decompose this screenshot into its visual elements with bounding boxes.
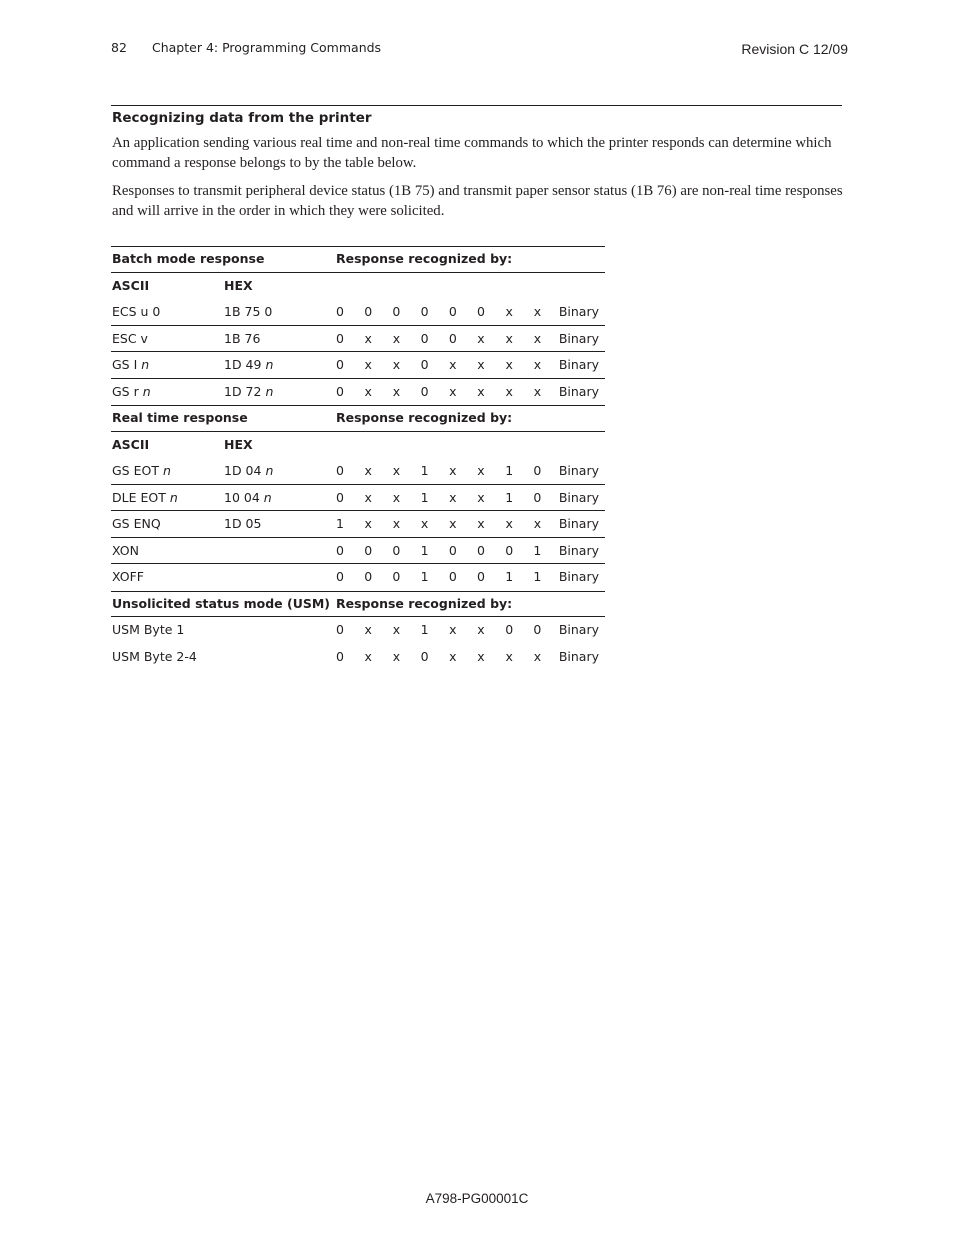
- format-label: Binary: [558, 304, 599, 319]
- bit-value: x: [364, 330, 372, 346]
- bit-value: 0: [336, 330, 344, 346]
- bit-value: 1: [420, 463, 429, 478]
- bit-value: 0: [533, 489, 542, 505]
- bit-value: 0: [477, 569, 485, 584]
- bit-value: x: [449, 463, 457, 478]
- hex-code: [224, 352, 273, 379]
- bit-value: 0: [336, 648, 344, 664]
- format-label: Binary: [558, 330, 599, 346]
- ascii-command-text: GS EOT: [112, 463, 159, 478]
- hex-code-text: 1D 72: [224, 383, 262, 399]
- hex-code-text: 1D 04: [224, 463, 262, 478]
- bit-value: 0: [420, 330, 429, 346]
- ascii-command-text: USM Byte 1: [112, 622, 185, 637]
- bit-value: 0: [392, 542, 401, 558]
- bit-value: 1: [533, 542, 542, 558]
- format-label: Binary: [558, 648, 599, 664]
- format-label: Binary: [558, 569, 599, 584]
- hex-code: [224, 458, 273, 485]
- hex-param: n: [265, 357, 274, 372]
- bit-value: 1: [505, 489, 514, 505]
- bit-value: 0: [533, 463, 542, 478]
- bit-value: 0: [448, 542, 457, 558]
- bit-value: x: [505, 357, 513, 372]
- hex-code: [224, 511, 261, 538]
- ascii-command: [112, 299, 160, 326]
- ascii-param: n: [169, 489, 178, 505]
- response-recognized-label: Response recognized by:: [336, 410, 513, 425]
- bit-value: 0: [420, 304, 429, 319]
- table-row: [111, 326, 605, 353]
- bit-value: x: [392, 357, 401, 372]
- response-recognized-label: Response recognized by:: [336, 251, 513, 266]
- table-row: [111, 379, 605, 406]
- paragraph-status-responses: Responses to transmit peripheral device status (1B 75) and transmit paper sensor status (1B 76) are non-real time responses and will arrive in the order in which they were solicited.: [112, 183, 843, 219]
- bit-value: x: [477, 383, 485, 399]
- bit-value: 0: [336, 622, 344, 637]
- bit-value: x: [364, 648, 372, 664]
- ascii-command: [112, 458, 171, 485]
- column-header-ascii: ASCII: [112, 436, 150, 452]
- bit-value: 1: [533, 569, 542, 584]
- bit-value: x: [477, 489, 485, 505]
- bit-value: x: [392, 622, 401, 637]
- ascii-command-text: GS ENQ: [112, 516, 161, 531]
- format-label: Binary: [558, 622, 599, 637]
- ascii-command: [112, 485, 178, 512]
- hex-code: [224, 485, 272, 512]
- ascii-command: [112, 644, 197, 671]
- bit-value: x: [477, 648, 485, 664]
- group-header-row: [111, 591, 605, 618]
- bit-value: x: [505, 383, 513, 399]
- ascii-param: n: [141, 357, 150, 372]
- format-label: Binary: [558, 357, 599, 372]
- bit-value: x: [533, 383, 542, 399]
- ascii-command: [112, 538, 139, 565]
- bit-value: x: [533, 648, 542, 664]
- bit-value: x: [449, 648, 457, 664]
- bit-value: x: [364, 622, 372, 637]
- bit-value: x: [477, 330, 485, 346]
- bit-value: 0: [420, 648, 429, 664]
- paragraph-intro: An application sending various real time and non-real time commands to which the printer responds can determine which command a response belongs to by the table below.: [112, 135, 832, 171]
- bit-value: 0: [533, 622, 542, 637]
- bit-value: x: [505, 304, 513, 319]
- bit-value: x: [364, 463, 372, 478]
- bit-value: x: [533, 357, 542, 372]
- bit-value: x: [449, 383, 457, 399]
- ascii-command: [112, 564, 144, 591]
- hex-param: n: [265, 463, 274, 478]
- bit-value: x: [505, 648, 513, 664]
- ascii-command: [112, 617, 184, 644]
- section-rule: [111, 105, 842, 106]
- bit-value: x: [449, 357, 457, 372]
- bit-value: x: [392, 330, 401, 346]
- bit-value: 1: [336, 516, 344, 531]
- bit-value: 0: [336, 304, 344, 319]
- ascii-command-text: XON: [112, 542, 139, 558]
- ascii-command-text: USM Byte 2-4: [112, 648, 197, 664]
- ascii-command-text: ESC v: [112, 330, 148, 346]
- bit-value: 0: [336, 463, 344, 478]
- bit-value: x: [449, 622, 457, 637]
- hex-code: [224, 326, 260, 353]
- group-title: Real time response: [112, 410, 248, 425]
- group-header-row: [111, 405, 605, 432]
- hex-code-text: 1D 05: [224, 516, 262, 531]
- group-header-row: [111, 246, 605, 273]
- bit-value: x: [392, 648, 401, 664]
- table-row: [111, 352, 605, 379]
- bit-value: x: [477, 516, 485, 531]
- bit-value: x: [392, 463, 401, 478]
- page-number: 82: [111, 40, 127, 55]
- bit-value: x: [420, 516, 429, 531]
- bit-value: 0: [477, 542, 485, 558]
- table-row: [111, 511, 605, 538]
- bit-value: x: [477, 357, 485, 372]
- bit-value: x: [505, 330, 513, 346]
- hex-code-text: 10 04: [224, 489, 260, 505]
- ascii-command-text: GS I: [112, 357, 138, 372]
- bit-value: 0: [336, 489, 344, 505]
- bit-value: 0: [364, 569, 373, 584]
- ascii-command: [112, 352, 149, 379]
- chapter-title: Chapter 4: Programming Commands: [152, 40, 382, 55]
- response-recognized-label: Response recognized by:: [336, 595, 513, 611]
- bit-value: 0: [336, 383, 344, 399]
- ascii-command-text: XOFF: [112, 569, 144, 584]
- bit-value: 0: [392, 569, 401, 584]
- ascii-command: [112, 379, 151, 406]
- bit-value: 1: [505, 569, 514, 584]
- bit-value: x: [533, 330, 542, 346]
- bit-value: 0: [336, 569, 344, 584]
- bit-value: 0: [420, 383, 429, 399]
- table-row: [111, 299, 605, 326]
- bit-value: x: [364, 383, 372, 399]
- section-title: Recognizing data from the printer: [112, 110, 372, 126]
- format-label: Binary: [558, 542, 599, 558]
- column-header-row: [111, 273, 605, 300]
- bit-value: x: [364, 357, 372, 372]
- column-header-ascii: ASCII: [112, 277, 150, 293]
- bit-value: 0: [477, 304, 485, 319]
- format-label: Binary: [558, 463, 599, 478]
- bit-value: x: [505, 516, 513, 531]
- revision-label: Revision C 12/09: [741, 41, 848, 57]
- bit-value: 0: [505, 622, 514, 637]
- bit-value: 0: [448, 569, 457, 584]
- hex-code-text: 1B 76: [224, 330, 261, 346]
- hex-code: [224, 379, 273, 406]
- bit-value: 1: [420, 489, 429, 505]
- table-row: [111, 564, 605, 591]
- bit-value: 0: [505, 542, 514, 558]
- ascii-command: [112, 326, 148, 353]
- bit-value: 0: [420, 357, 429, 372]
- ascii-param: n: [142, 383, 151, 399]
- bit-value: x: [533, 516, 542, 531]
- bit-value: 1: [420, 542, 429, 558]
- ascii-command-text: DLE EOT: [112, 489, 166, 505]
- bit-value: 1: [420, 569, 429, 584]
- bit-value: 0: [448, 304, 457, 319]
- bit-value: 0: [448, 330, 457, 346]
- format-label: Binary: [558, 489, 599, 505]
- column-header-hex: HEX: [224, 277, 253, 293]
- format-label: Binary: [558, 383, 599, 399]
- ascii-command-text: GS r: [112, 383, 139, 399]
- bit-value: x: [477, 622, 485, 637]
- table-row: [111, 538, 605, 565]
- table-row: [111, 458, 605, 485]
- hex-code: [224, 299, 272, 326]
- hex-code-text: 1B 75 0: [224, 304, 273, 319]
- bit-value: 0: [364, 304, 373, 319]
- table-row: [111, 617, 605, 644]
- ascii-command: [112, 511, 161, 538]
- ascii-param: n: [162, 463, 171, 478]
- bit-value: x: [392, 516, 401, 531]
- bit-value: x: [364, 516, 372, 531]
- response-table: [111, 246, 605, 670]
- bit-value: x: [449, 516, 457, 531]
- bit-value: x: [449, 489, 457, 505]
- hex-code-text: 1D 49: [224, 357, 262, 372]
- ascii-command-text: ECS u 0: [112, 304, 161, 319]
- bit-value: 0: [336, 542, 344, 558]
- bit-value: 0: [364, 542, 373, 558]
- document-number: A798-PG00001C: [425, 1191, 529, 1206]
- group-title: Batch mode response: [112, 251, 265, 266]
- format-label: Binary: [558, 516, 599, 531]
- bit-value: x: [477, 463, 485, 478]
- bit-value: x: [392, 383, 401, 399]
- bit-value: 1: [505, 463, 514, 478]
- bit-value: x: [533, 304, 542, 319]
- column-header-hex: HEX: [224, 436, 253, 452]
- group-title: Unsolicited status mode (USM): [112, 595, 331, 611]
- bit-value: x: [392, 489, 401, 505]
- bit-value: 0: [336, 357, 344, 372]
- table-row: [111, 644, 605, 671]
- bit-value: 1: [420, 622, 429, 637]
- table-row: [111, 485, 605, 512]
- bit-value: x: [364, 489, 372, 505]
- bit-value: 0: [392, 304, 401, 319]
- hex-param: n: [265, 383, 274, 399]
- column-header-row: [111, 432, 605, 459]
- hex-param: n: [263, 489, 272, 505]
